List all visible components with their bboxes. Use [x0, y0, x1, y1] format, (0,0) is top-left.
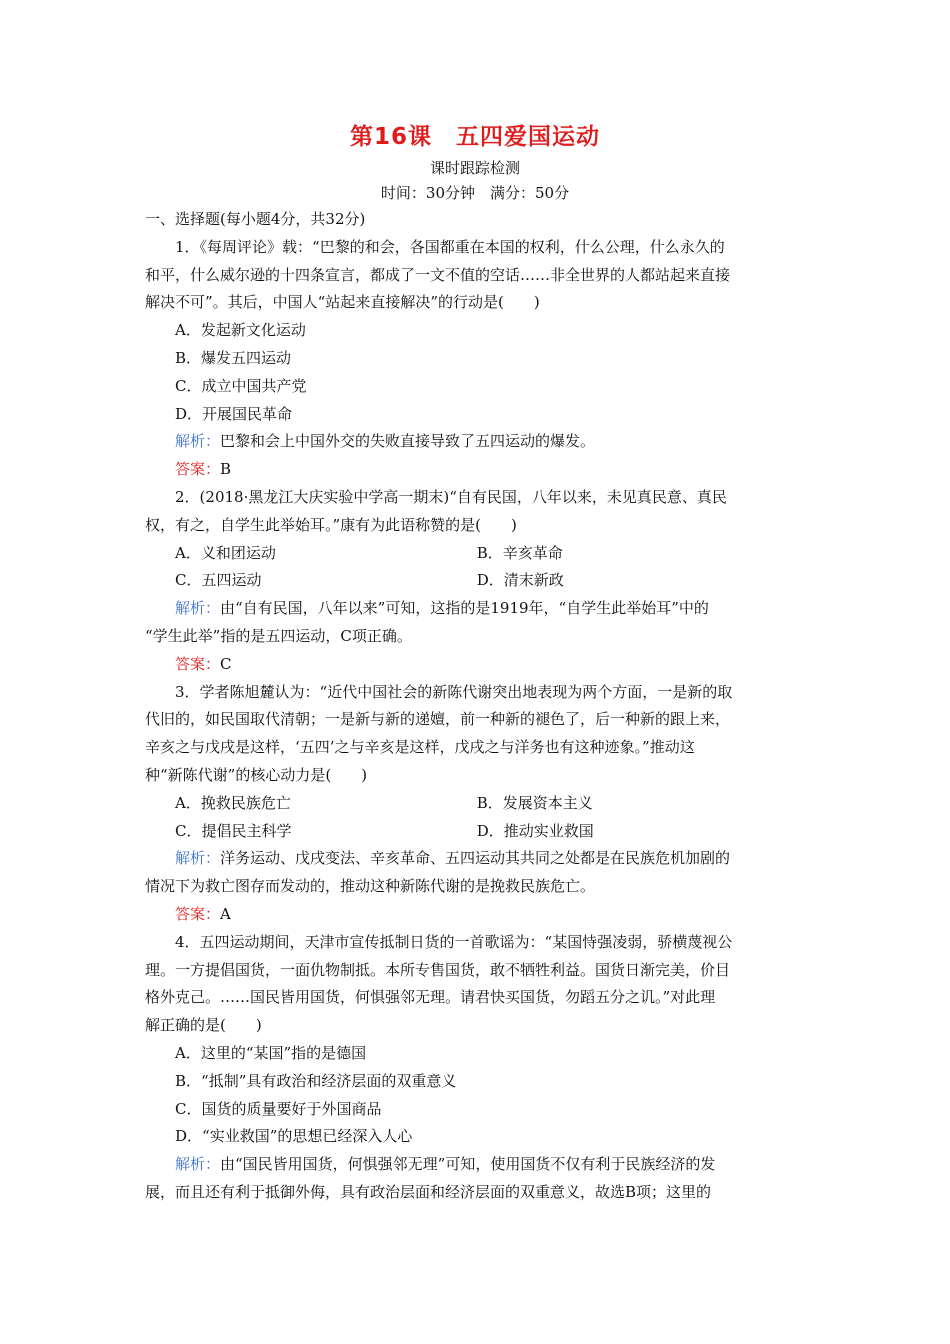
- answer-value: A: [220, 904, 231, 923]
- option-b: B．爆发五四运动: [175, 348, 292, 367]
- stem-line: 和平，什么威尔逊的十四条宣言，都成了一文不值的空话……非全世界的人都站起来直接: [145, 265, 731, 284]
- answer-value: B: [220, 460, 232, 479]
- option-row: [145, 818, 807, 846]
- stem-line: 种“新陈代谢”的核心动力是( ): [145, 765, 368, 784]
- option-c: C．提倡民主科学: [175, 821, 292, 840]
- option-a: A．挽救民族危亡: [175, 793, 291, 812]
- stem-line: 解正确的是( ): [145, 1016, 262, 1035]
- question-stem-cont: [145, 512, 807, 540]
- stem-line: 代旧的，如民国取代清朝；一是新与新的递嬗，前一种新的褪色了，后一种新的跟上来，: [145, 710, 731, 729]
- document-body: [145, 206, 807, 1207]
- answer: [145, 456, 807, 484]
- analysis-label: 解析：: [175, 849, 221, 868]
- analysis-text: 巴黎和会上中国外交的失败直接导致了五四运动的爆发。: [220, 432, 596, 451]
- lesson-subtitle: 课时跟踪检测: [429, 159, 520, 177]
- answer-value: C: [220, 654, 232, 673]
- question-stem: [145, 234, 807, 262]
- stem-line: 解决不可”。其后，中国人“站起来直接解决”的行动是( ): [145, 293, 540, 312]
- stem-line: 理。一方提倡国货，一面仇物制抵。本所专售国货，敢不牺牲利益。国货日渐完美，价目: [145, 960, 731, 979]
- question-stem-cont: [145, 957, 807, 1040]
- option-row: [145, 567, 807, 595]
- answer: [145, 651, 807, 679]
- stem-line: 1．《每周评论》载：“巴黎的和会，各国都重在本国的权利，什么公理，什么永久的: [175, 237, 725, 256]
- question-stem: [145, 679, 807, 707]
- analysis: [145, 428, 807, 456]
- answer-label: 答案：: [175, 460, 221, 479]
- analysis: [145, 845, 807, 873]
- question-1: [145, 234, 807, 484]
- stem-line: 2．(2018·黑龙江大庆实验中学高一期末)“自有民国，八年以来，未见真民意、真民: [175, 487, 727, 506]
- question-stem: [145, 484, 807, 512]
- analysis: [145, 595, 807, 623]
- analysis-text: 洋务运动、戊戌变法、辛亥革命、五四运动其共同之处都是在民族危机加剧的: [220, 849, 731, 868]
- answer-label: 答案：: [175, 904, 221, 923]
- option-d: D．推动实业救国: [476, 821, 594, 840]
- time-score-info: 时间：30分钟 满分：50分: [380, 184, 570, 202]
- question-stem-cont: [145, 706, 807, 789]
- analysis-cont: 情况下为救亡图存而发动的，推动这种新陈代谢的是挽救民族危亡。: [145, 877, 596, 896]
- stem-line: 格外克己。……国民皆用国货，何惧强邻无理。请君快买国货，勿蹈五分之讥。”对此理: [145, 988, 716, 1007]
- option-row: [145, 540, 807, 568]
- answer-label: 答案：: [175, 654, 221, 673]
- question-2: [145, 484, 807, 679]
- analysis-text: 由“自有民国，八年以来”可知，这指的是1919年，“自学生此举始耳”中的: [220, 599, 709, 618]
- stem-line: 3．学者陈旭麓认为：“近代中国社会的新陈代谢突出地表现为两个方面，一是新的取: [175, 682, 733, 701]
- lesson-title: 第16课 五四爱国运动: [349, 124, 600, 150]
- stem-line: 权，有之，自学生此举始耳。”康有为此语称赞的是( ): [145, 515, 517, 534]
- analysis-label: 解析：: [175, 1155, 221, 1174]
- option-d: D．开展国民革命: [175, 404, 293, 423]
- question-stem-cont: [145, 262, 807, 318]
- option-a: A．发起新文化运动: [175, 321, 306, 340]
- question-3: [145, 679, 807, 929]
- analysis-cont: 展，而且还有利于抵御外侮，具有政治层面和经济层面的双重意义，故选B项；这里的: [145, 1182, 712, 1201]
- option-row: [145, 790, 807, 818]
- section-heading: 一、选择题(每小题4分，共32分): [145, 210, 366, 228]
- option-b: B．发展资本主义: [476, 793, 593, 812]
- option-c: C．国货的质量要好于外国商品: [175, 1099, 382, 1118]
- analysis-label: 解析：: [175, 599, 221, 618]
- option-c: C．五四运动: [175, 571, 262, 590]
- option-b: B．辛亥革命: [476, 543, 563, 562]
- option-a: A．义和团运动: [175, 543, 276, 562]
- question-stem: [145, 929, 807, 957]
- analysis: [145, 1151, 807, 1179]
- analysis-cont: “学生此举”指的是五四运动，C项正确。: [145, 626, 412, 645]
- option-d: D．“实业救国”的思想已经深入人心: [175, 1127, 413, 1146]
- stem-line: 辛亥之与戊戌是这样，‘五四’之与辛亥是这样，戊戌之与洋务也有这种迹象。”推动这: [145, 738, 695, 757]
- option-a: A．这里的“某国”指的是德国: [175, 1043, 367, 1062]
- option-d: D．清末新政: [476, 571, 564, 590]
- answer: [145, 901, 807, 929]
- analysis-label: 解析：: [175, 432, 221, 451]
- question-4: [145, 929, 807, 1207]
- stem-line: 4．五四运动期间，天津市宣传抵制日货的一首歌谣为：“某国恃强凌弱，骄横蔑视公: [175, 932, 733, 951]
- option-c: C．成立中国共产党: [175, 376, 307, 395]
- analysis-text: 由“国民皆用国货，何惧强邻无理”可知，使用国货不仅有利于民族经济的发: [220, 1155, 716, 1174]
- option-b: B．“抵制”具有政治和经济层面的双重意义: [175, 1071, 457, 1090]
